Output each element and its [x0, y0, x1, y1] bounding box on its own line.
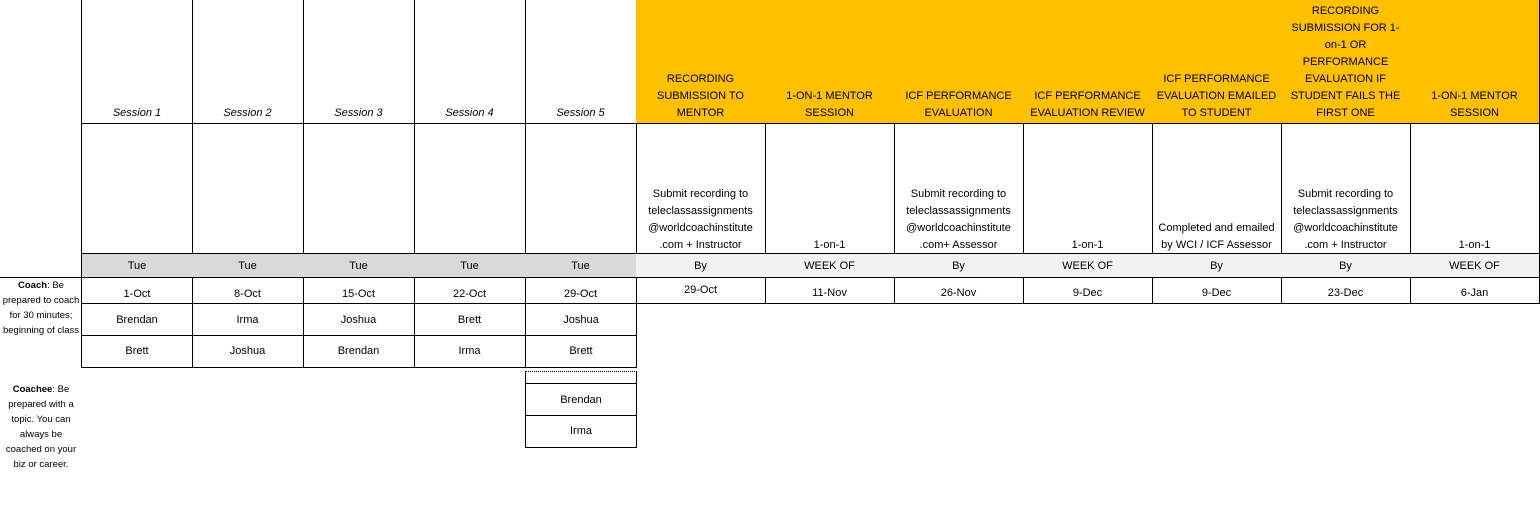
coachee-note-label: Coachee — [12, 384, 53, 395]
session-1-day: Tue — [81, 253, 193, 278]
milestone-6-date: 23-Dec — [1281, 277, 1411, 304]
session-3-day: Tue — [303, 253, 415, 278]
milestone-2-label: WEEK OF — [765, 253, 895, 278]
session-1-blank — [81, 123, 193, 254]
milestone-1-header: RECORDING SUBMISSION TO MENTOR — [636, 0, 766, 124]
session-3-blank — [303, 123, 415, 254]
milestone-7-label: WEEK OF — [1410, 253, 1540, 278]
milestone-5-header: ICF PERFORMANCE EVALUATION EMAILED TO STUDENT — [1152, 0, 1282, 124]
milestone-6-header: RECORDING SUBMISSION FOR 1-on-1 OR PERFORMANCE EVALUATION IF STUDENT FAILS THE FIRST ONE — [1281, 0, 1411, 124]
coach-note — [0, 278, 82, 338]
session-5-day: Tue — [525, 253, 637, 278]
milestone-7-date: 6-Jan — [1410, 277, 1540, 304]
milestone-5-date: 9-Dec — [1152, 277, 1282, 304]
session-5-blank — [525, 123, 637, 254]
milestone-4-desc: 1-on-1 — [1023, 123, 1153, 254]
milestone-3-date: 26-Nov — [894, 277, 1024, 304]
milestone-6-desc: Submit recording to teleclassassignments @worldcoachinstitute .com + Instructor — [1281, 123, 1411, 254]
session-5-extra-2: Irma — [525, 415, 637, 448]
milestone-4-header: ICF PERFORMANCE EVALUATION REVIEW — [1023, 0, 1153, 124]
session-4-day: Tue — [414, 253, 526, 278]
session-2-header: Session 2 — [192, 0, 304, 124]
session-2-blank — [192, 123, 304, 254]
milestone-1-label: By — [636, 253, 766, 278]
session-5-coachee: Brett — [525, 335, 637, 368]
session-1-coach: Brendan — [81, 303, 193, 336]
session-4-date: 22-Oct — [414, 277, 526, 304]
milestone-2-desc: 1-on-1 — [765, 123, 895, 254]
session-1-date: 1-Oct — [81, 277, 193, 304]
session-5-coach: Joshua — [525, 303, 637, 336]
milestone-4-date: 9-Dec — [1023, 277, 1153, 304]
session-3-coachee: Brendan — [303, 335, 415, 368]
session-4-blank — [414, 123, 526, 254]
milestone-3-label: By — [894, 253, 1024, 278]
milestone-1-desc: Submit recording to teleclassassignments @worldcoachinstitute .com + Instructor — [636, 123, 766, 254]
milestone-5-label: By — [1152, 253, 1282, 278]
coach-note-text: : Be prepared to coach for 30 minutes; beginning of class — [2, 280, 80, 336]
session-2-coachee: Joshua — [192, 335, 304, 368]
session-3-date: 15-Oct — [303, 277, 415, 304]
milestone-7-desc: 1-on-1 — [1410, 123, 1540, 254]
session-4-header: Session 4 — [414, 0, 526, 124]
session-4-coachee: Irma — [414, 335, 526, 368]
session-2-date: 8-Oct — [192, 277, 304, 304]
milestone-6-label: By — [1281, 253, 1411, 278]
milestone-7-header: 1-ON-1 MENTOR SESSION — [1410, 0, 1540, 124]
milestone-3-desc: Submit recording to teleclassassignments @worldcoachinstitute .com+ Assessor — [894, 123, 1024, 254]
session-1-coachee: Brett — [81, 335, 193, 368]
milestone-2-header: 1-ON-1 MENTOR SESSION — [765, 0, 895, 124]
side-divider — [0, 277, 82, 278]
coachee-note — [0, 382, 82, 472]
coachee-note-text: : Be prepared with a topic. You can always be coached on your biz or career. — [5, 384, 77, 470]
session-3-header: Session 3 — [303, 0, 415, 124]
milestone-4-label: WEEK OF — [1023, 253, 1153, 278]
coach-note-label: Coach — [18, 280, 48, 291]
session-2-day: Tue — [192, 253, 304, 278]
session-3-coach: Joshua — [303, 303, 415, 336]
session-5-date: 29-Oct — [525, 277, 637, 304]
milestone-5-desc: Completed and emailed by WCI / ICF Assessor — [1152, 123, 1282, 254]
milestone-1-date: 29-Oct — [636, 277, 766, 304]
milestone-3-header: ICF PERFORMANCE EVALUATION — [894, 0, 1024, 124]
session-4-coach: Brett — [414, 303, 526, 336]
milestone-2-date: 11-Nov — [765, 277, 895, 304]
session-1-header: Session 1 — [81, 0, 193, 124]
session-5-header: Session 5 — [525, 0, 637, 124]
session-2-coach: Irma — [192, 303, 304, 336]
session-5-extra-1: Brendan — [525, 383, 637, 416]
